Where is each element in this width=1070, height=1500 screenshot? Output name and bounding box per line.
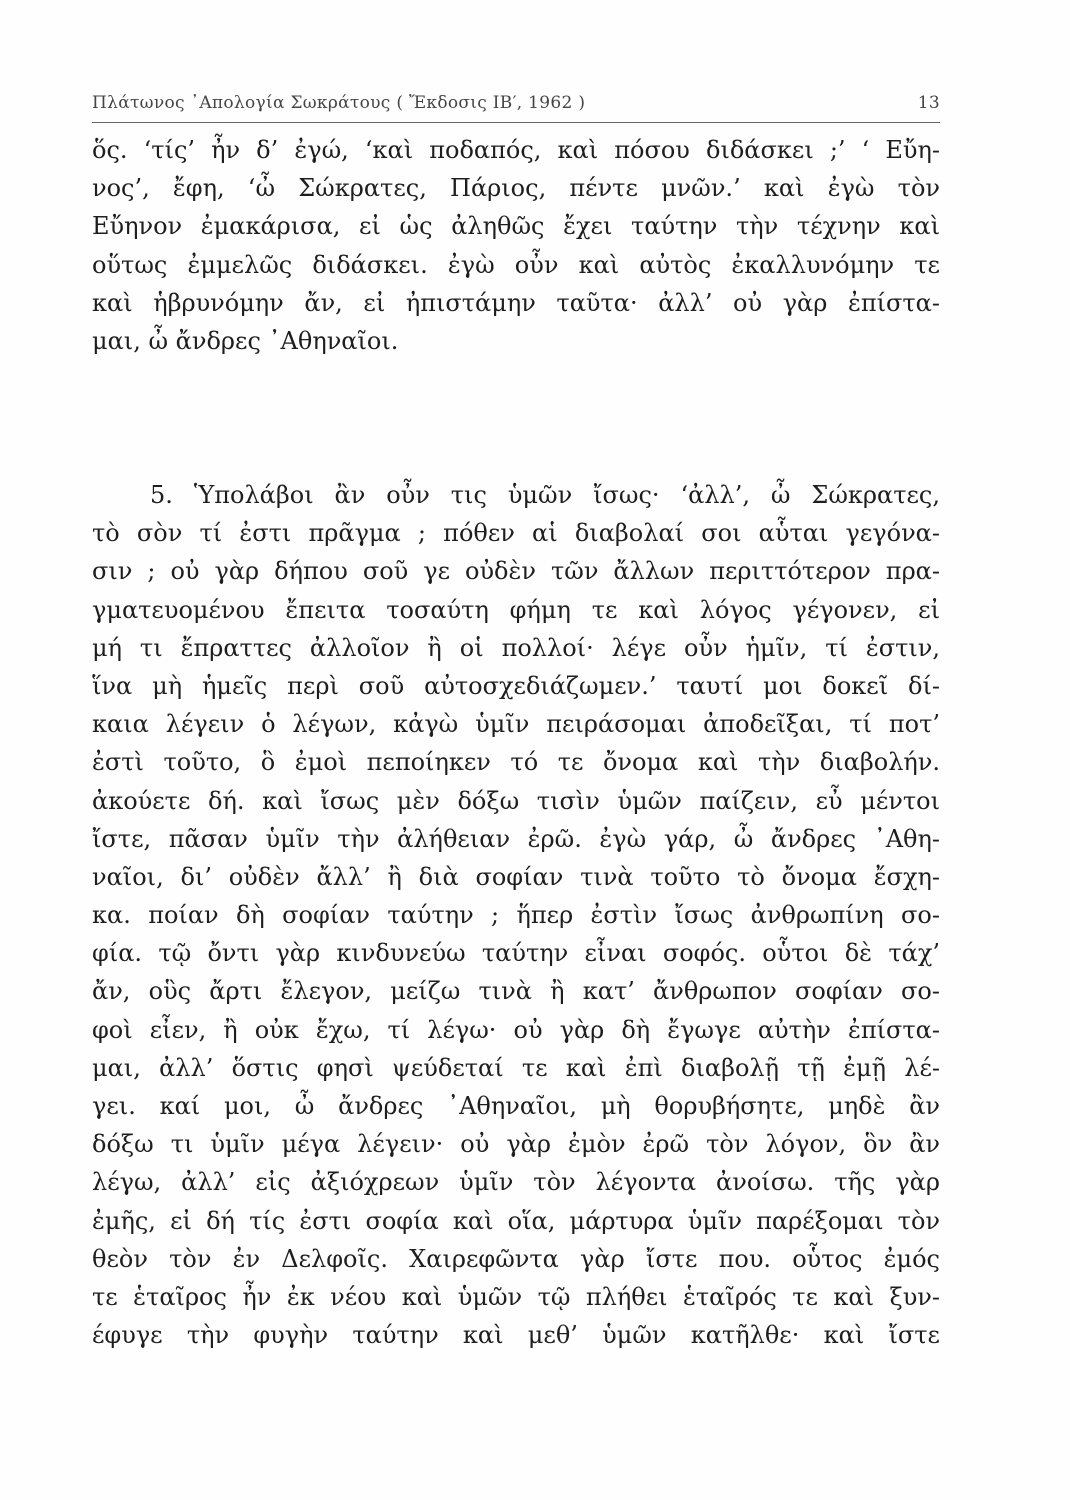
text-line: σιν ; οὐ γὰρ δήπου σοῦ γε οὐδὲν τῶν ἄλλων περιττότερον πρα- [92,557,940,586]
text-line: ἐμῆς, εἰ δή τίς ἐστι σοφία καὶ οἵα, μάρτυρα ὑμῖν παρέξομαι τὸν [92,1206,940,1235]
text-line: τε ἑταῖρος ἦν ἐκ νέου καὶ ὑμῶν τῷ πλήθει ἑταῖρός τε καὶ ξυν- [92,1282,940,1311]
text-line: μαι, ἀλλ’ ὅστις φησὶ ψεύδεταί τε καὶ ἐπὶ διαβολῇ τῇ ἐμῇ λέ- [92,1053,940,1082]
text-line: γματευομένου ἔπειτα τοσαύτη φήμη τε καὶ λόγος γέγονεν, εἰ [92,595,940,624]
page-number: 13 [917,93,940,113]
text-line: οὕτως ἐμμελῶς διδάσκει. ἐγὼ οὖν καὶ αὐτὸς ἐκαλλυνόμην τε [92,250,940,279]
text-line: λέγω, ἀλλ’ εἰς ἀξιόχρεων ὑμῖν τὸν λέγοντα ἀνοίσω. τῆς γὰρ [92,1168,940,1197]
paragraph-1 [92,131,940,360]
text-line: 5. Ὑπολάβοι ἂν οὖν τις ὑμῶν ἴσως· ‘ἀλλ’, ὦ Σώκρατες, [150,481,940,509]
text-line: ἴστε, πᾶσαν ὑμῖν τὴν ἀλήθειαν ἐρῶ. ἐγὼ γάρ, ὦ ἄνδρες ᾿Αθη- [92,824,940,853]
text-line: ὅς. ‘τίς’ ἦν δ’ ἐγώ, ‘καὶ ποδαπός, καὶ πόσου διδάσκει ;’ ‘ Εὔη- [92,136,940,164]
text-line: έφυγε τὴν φυγὴν ταύτην καὶ μεθ’ ὑμῶν κατῆλθε· καὶ ἴστε [92,1321,940,1350]
text-line: καὶ ἡβρυνόμην ἄν, εἰ ἠπιστάμην ταῦτα· ἀλλ’ οὐ γὰρ ἐπίστα- [92,288,940,317]
text-line: δόξω τι ὑμῖν μέγα λέγειν· οὐ γὰρ ἐμὸν ἐρῶ τὸν λόγον, ὃν ἂν [92,1130,940,1159]
header-rule [92,122,940,123]
text-line: ναῖοι, δι’ οὐδὲν ἄλλ’ ἢ διὰ σοφίαν τινὰ τοῦτο τὸ ὄνομα ἔσχη- [92,862,940,891]
text-line: ἐστὶ τοῦτο, ὃ ἐμοὶ πεποίηκεν τό τε ὄνομα καὶ τὴν διαβολήν. [92,748,940,777]
text-line: γει. καί μοι, ὦ ἄνδρες ᾿Αθηναῖοι, μὴ θορυβήσητε, μηδὲ ἂν [92,1092,940,1120]
text-line: Εὔηνον ἐμακάρισα, εἰ ὡς ἀληθῶς ἔχει ταύτην τὴν τέχνην καὶ [92,212,940,241]
text-line: φοὶ εἶεν, ἢ οὐκ ἔχω, τί λέγω· οὐ γὰρ δὴ ἔγωγε αὐτὴν ἐπίστα- [92,1015,940,1044]
running-head-title: Πλάτωνος ᾿Απολογία Σωκράτους ( Ἔκδοσις ΙΒ′, 1962 ) [92,93,586,113]
text-line: μαι, ὦ ἄνδρες ᾿Αθηναῖοι. [92,326,399,355]
text-line: νος’, ἔφη, ‘ὦ Σώκρατες, Πάριος, πέντε μνῶν.’ καὶ ἐγὼ τὸν [92,174,940,203]
text-line: ἄν, οὓς ἄρτι ἔλεγον, μείζω τινὰ ἢ κατ’ ἄνθρωπον σοφίαν σο- [92,977,940,1006]
text-line: τὸ σὸν τί ἐστι πρᾶγμα ; πόθεν αἱ διαβολαί σοι αὗται γεγόνα- [92,519,940,548]
paragraph-2 [92,476,940,1354]
running-head [92,93,940,117]
text-line: καια λέγειν ὁ λέγων, κἀγὼ ὑμῖν πειράσομαι ἀποδεῖξαι, τί ποτ’ [92,710,940,739]
text-line: κα. ποίαν δὴ σοφίαν ταύτην ; ἥπερ ἐστὶν ἴσως ἀνθρωπίνη σο- [92,901,940,930]
text-line: ἵνα μὴ ἡμεῖς περὶ σοῦ αὐτοσχεδιάζωμεν.’ ταυτί μοι δοκεῖ δί- [92,671,940,700]
text-line: μή τι ἔπραττες ἀλλοῖον ἢ οἱ πολλοί· λέγε οὖν ἡμῖν, τί ἐστιν, [92,633,940,662]
text-line: θεὸν τὸν ἐν Δελφοῖς. Χαιρεφῶντα γὰρ ἴστε που. οὗτος ἐμός [92,1244,940,1273]
text-line: ἀκούετε δή. καὶ ἴσως μὲν δόξω τισὶν ὑμῶν παίζειν, εὖ μέντοι [92,786,940,815]
text-line: φία. τῷ ὄντι γὰρ κινδυνεύω ταύτην εἶναι σοφός. οὗτοι δὲ τάχ’ [92,939,940,968]
